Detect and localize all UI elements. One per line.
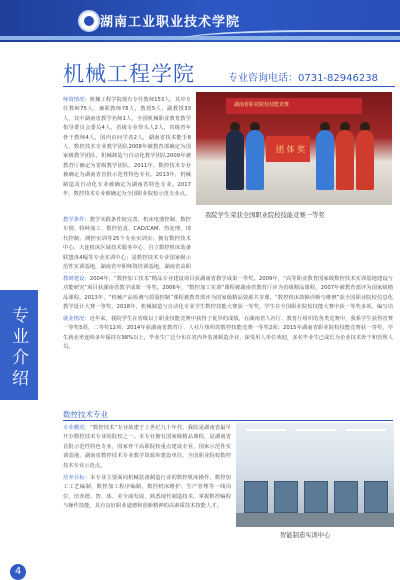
intro-paragraph-employment: 就业情况：近年来，我院学生在省级以上职业技能竞赛中获得了优异的成绩，在湖南省人社厅、教育厅组织的各类竞赛中，我系学生获得省赛一等奖5项，二等奖12项；2014年获湖南省教育厅、人社厅组织的数控技能竞赛一等奖2项；2015年湖南省职业院校技能竞赛获一等奖，学生就业率连续多年保持在98%以上，毕业生广泛分布在省内外装备制造企业，深受用人单位欢迎，多名毕业生已成长为企业技术骨干和管理人员。 [63,316,393,351]
title-divider [63,86,395,87]
training-center-caption: 智能制造实训中心 [280,532,331,539]
training-center-photo [236,423,394,527]
program-divider [63,420,393,421]
header-curve [180,30,400,46]
sidebar [0,42,54,577]
school-name: 湖南工业职业技术学院 [100,15,241,30]
consult-phone: 专业咨询电话：0731-82946238 [228,73,378,84]
program-paragraph-goal: 培养目标：本专业主要面向机械装备制造行业的数控机床操作、数控加工工艺编制、数控加工程序编制、数控机床维护、生产管理等一线岗位，培养德、智、体、美全面发展，熟悉现代制造技术，掌握数控编程与操作技能，具有良好职业道德和创新精神的高素质技术技能人才。 [63,475,231,510]
award-photo: 湖南省职业院校技能竞赛 团 体 奖 [196,92,392,205]
intro-paragraph-faculty: 师资情况：机械工程学院现有专任教师153人，其中专任教师75人，兼职教师78人，教授5人，副教授33人，其中湖南省教学名师1人，全国机械职业教育教学指导委员会委员4人，省级专业带头人2人，省级青年骨干教师4人，国内访问学者2人，湖南省技术能手8人，数控技术专业教学团队2008年被教育部确定为国家级教学团队，机械制造与自动化教学团队2009年被教育厅确定为省级教学团队。2011年，数控技术专业被确定为湖南省首批示范性特色专业。2013年，机械制造及自动化专业被确定为湖南省特色专业。2017年，数控技术专业被确定为全国职业院校示范专业点。 [63,97,191,198]
intro-paragraph-teaching: 教学条件：教学实践条件较完善，机床电器控制、数控车削、特种加工、数控仿真、CAD/CAM、热处理、现代控制、测控实训等25个专业实训室；拥有数控技术中心、大连机床区域技术服务中心、自立数控机床装备联盟体4幅等专业实训中心；是数控技术专业国家级示范性实训基地，湖南省中职师资培训基地，湖南省高职 [63,217,191,271]
section-label: 专业介绍 [8,306,28,390]
header-banner [0,0,400,42]
intro-paragraph-research: 教研建设：2004年，“数控加工技术”精品专业建设项目获湖南省教学成果一等奖。2009年，“高等职业教育国家级数控技术实训基地建设与功能研究”项目获湖南省教学成果一等奖。2006年，“数控加工实训”课程被湖南省教育厅评为省级精品课程，2007年被教育部评为国家级精品课程。2013年，“机械产品检测与质量控制”课程被教育部评为国家级精品资源共享课，“数控机床故障诊断与维修”获全国职业院校信息化教学设计大赛一等奖，2018年，机械制造与自动化专业学生数控技能大赛获一等奖，学生在全国职业院校技能大赛中获一等奖多项，编写出 [63,276,393,311]
page-number: 4 [10,564,26,580]
school-logo-icon [78,10,100,32]
program-title: 数控技术专业 [63,410,108,419]
award-photo-caption: 我院学生荣获全国职业院校技能竞赛一等奖 [205,212,325,219]
program-paragraph-overview: 专业概况：“数控技术”专业始建于上世纪九十年代，我院是湖南省最早开办数控技术专业的院校之一。本专业拥有国家级精品课程，是湖南省首批示范性特色专业，国家骨干高职院校重点建设专业，国家示范性实训基地，湖南省数控技术专业教学资源库建设单位，全国职业院校数控技术专业示范点。 [63,425,231,469]
department-title: 机械工程学院 [63,62,195,86]
